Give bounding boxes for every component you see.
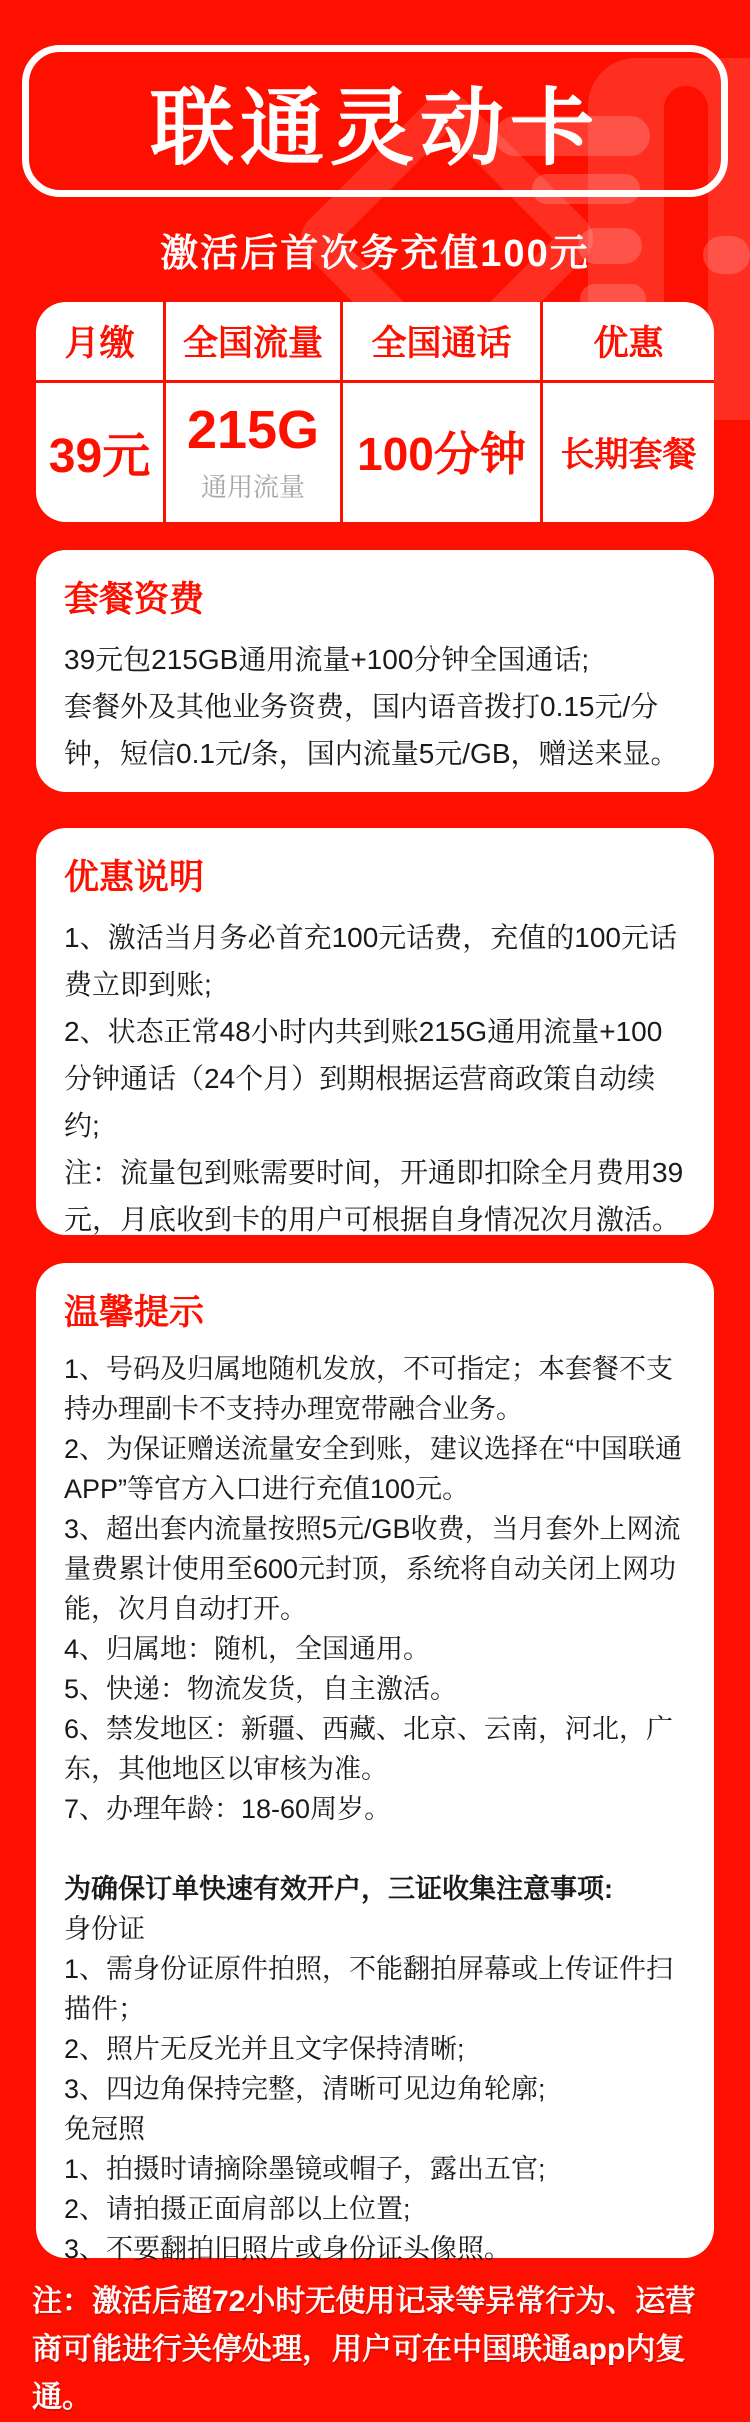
plan-column-data [166,302,343,522]
column-cell [36,380,163,522]
pricing-paragraph: 套餐外及其他业务资费，国内语音拨打0.15元/分钟，短信0.1元/条，国内流量5元/GB，赠送来显。 [64,691,679,769]
column-header: 全国流量 [182,324,323,363]
photo-label: 免冠照 [64,2114,145,2144]
product-title: 联通灵动卡 [149,80,600,175]
id-card-item: 3、四边角保持完整，清晰可见边角轮廓; [64,2074,546,2104]
monthly-fee-value: 39元 [48,429,151,483]
id-card-item: 2、照片无反光并且文字保持清晰; [64,2034,465,2064]
section-body [64,914,686,1290]
product-title-box [22,45,728,197]
plan-column-promo [543,302,714,522]
data-allowance-note: 通用流量 [200,471,305,502]
column-header: 优惠 [593,324,664,363]
column-cell [543,380,714,522]
photo-item: 3、不要翻拍旧照片或身份证头像照。 [64,2234,512,2264]
id-card-item: 1、需身份证原件拍照，不能翻拍屏幕或上传证件扫描件； [64,1954,674,2024]
column-cell [343,380,540,522]
promo-value: 长期套餐 [560,435,697,474]
pricing-paragraph: 39元包215GB通用流量+100分钟全国通话; [64,644,590,675]
tip-item: 5、快递：物流发货，自主激活。 [64,1674,458,1704]
tip-item: 4、归属地：随机，全国通用。 [64,1634,431,1664]
benefit-item: 2、状态正常48小时内共到账215G通用流量+100分钟通话（24个月）到期根据运营商政策自动续约; [64,1016,663,1141]
section-title: 优惠说明 [64,858,205,897]
tip-item: 3、超出套内流量按照5元/GB收费，当月套外上网流量费累计使用至600元封顶，系统将自动关闭上网功能，次月自动打开。 [64,1514,681,1624]
plan-column-calls [343,302,543,522]
section-benefits [36,828,714,1235]
section-body [64,1349,686,2269]
id-card-label: 身份证 [64,1914,145,1944]
column-header: 全国通话 [371,324,512,363]
footer-suspension-note: 注：激活后超72小时无使用记录等异常行为、运营商可能进行关停处理，用户可在中国联通app内复通。 [32,2285,696,2414]
photo-item: 1、拍摄时请摘除墨镜或帽子，露出五官; [64,2154,546,2184]
column-header: 月缴 [64,324,135,363]
benefit-item: 1、激活当月务必首充100元话费，充值的100元话费立即到账; [64,922,678,1000]
tip-item: 6、禁发地区：新疆、西藏、北京、云南，河北，广东，其他地区以审核为准。 [64,1714,674,1784]
plan-column-monthly-fee [36,302,166,522]
section-title: 套餐资费 [64,580,205,619]
section-tips [36,1263,714,2264]
plan-summary-table [36,302,714,522]
photo-item: 2、请拍摄正面肩部以上位置; [64,2194,411,2224]
data-allowance-value: 215G [186,399,320,460]
tip-item: 7、办理年龄：18-60周岁。 [64,1794,392,1824]
section-body [64,636,686,777]
call-minutes-value: 100分钟 [357,428,526,480]
column-cell [166,380,340,522]
section-title: 温馨提示 [64,1293,205,1332]
benefit-item: 注：流量包到账需要时间，开通即扣除全月费用39元，月底收到卡的用户可根据自身情况次月激活。 [64,1157,684,1235]
table-horizontal-divider [36,380,714,383]
tip-item: 2、为保证赠送流量安全到账，建议选择在“中国联通APP”等官方入口进行充值100元。 [64,1434,683,1504]
tip-item: 1、号码及归属地随机发放，不可指定；本套餐不支持办理副卡不支持办理宽带融合业务。 [64,1354,674,1424]
certs-heading: 为确保订单快速有效开户，三证收集注意事项: [64,1874,613,1904]
recharge-subtitle: 激活后首次务充值100元 [160,233,590,275]
section-pricing [36,550,714,792]
